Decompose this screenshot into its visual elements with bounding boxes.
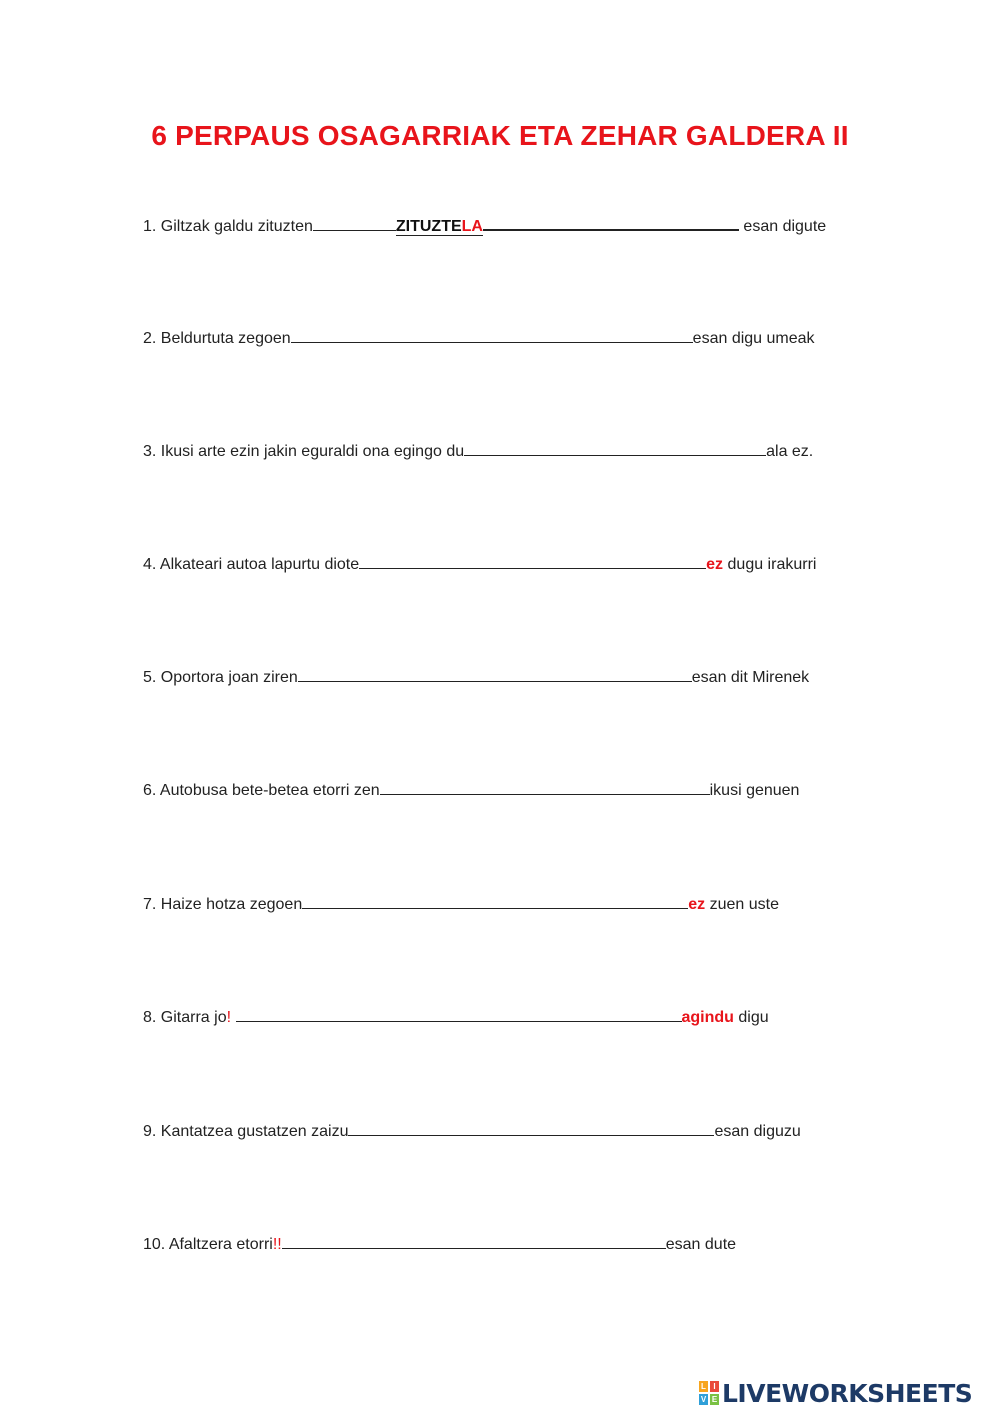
question-after-text: dugu irakurri xyxy=(727,556,817,573)
logo-mark-letter: L xyxy=(699,1381,708,1392)
question-10 xyxy=(143,1234,736,1255)
question-number: 2. xyxy=(143,330,157,347)
question-5 xyxy=(143,667,809,688)
question-number: 8. xyxy=(143,1009,157,1026)
answer-blank[interactable] xyxy=(380,780,710,795)
logo-mark-letter: E xyxy=(711,1395,718,1404)
answer-blank[interactable] xyxy=(313,216,396,231)
question-number: 7. xyxy=(143,896,157,913)
answer-blank[interactable] xyxy=(298,667,692,682)
question-text: Oportora joan ziren xyxy=(160,669,298,686)
answer-text-black: ZITUZTE xyxy=(395,218,462,235)
question-text: Giltzak galdu zituzten xyxy=(160,218,313,235)
answer-blank[interactable] xyxy=(291,328,693,343)
question-after-text: esan digu umeak xyxy=(692,330,815,347)
question-after-red: ez xyxy=(688,896,706,913)
question-number: 6. xyxy=(143,782,157,799)
question-text: Kantatzea gustatzen zaizu xyxy=(160,1123,349,1140)
question-number: 4. xyxy=(143,556,157,573)
question-4 xyxy=(143,554,816,575)
question-number: 1. xyxy=(143,218,157,235)
question-after-text: esan dit Mirenek xyxy=(691,669,810,686)
answer-blank[interactable] xyxy=(282,1234,666,1249)
page-title: 6 PERPAUS OSAGARRIAK ETA ZEHAR GALDERA II xyxy=(151,120,849,151)
question-8 xyxy=(143,1007,769,1028)
question-text: Gitarra jo xyxy=(160,1009,227,1026)
logo-mark-icon xyxy=(699,1381,719,1405)
question-text: Haize hotza zegoen xyxy=(160,896,303,913)
answer-blank[interactable] xyxy=(348,1121,714,1136)
logo-mark-letter: V xyxy=(700,1395,707,1404)
question-text: Autobusa bete-betea etorri zen xyxy=(159,782,380,799)
question-3 xyxy=(143,441,813,462)
answer-text[interactable] xyxy=(396,218,483,236)
question-7 xyxy=(143,894,779,915)
question-number: 10. xyxy=(143,1236,166,1253)
question-text-red: ! xyxy=(226,1009,232,1026)
liveworksheets-logo[interactable] xyxy=(699,1380,972,1406)
question-after-text: esan diguzu xyxy=(714,1123,801,1140)
answer-blank[interactable] xyxy=(236,1007,682,1022)
answer-blank[interactable] xyxy=(464,441,766,456)
logo-mark-letter: I xyxy=(710,1381,719,1392)
answer-blank[interactable] xyxy=(302,894,688,909)
question-after-text: esan digute xyxy=(743,218,827,235)
question-after-text: esan dute xyxy=(665,1236,737,1253)
question-2 xyxy=(143,328,815,349)
answer-text-red: LA xyxy=(461,218,483,235)
question-after-text: digu xyxy=(738,1009,769,1026)
logo-text: LIVEWORKSHEETS xyxy=(722,1378,973,1408)
question-9 xyxy=(143,1121,801,1142)
question-number: 5. xyxy=(143,669,157,686)
question-text: Ikusi arte ezin jakin eguraldi ona egingo du xyxy=(160,443,465,460)
question-after-red: ez xyxy=(706,556,724,573)
question-number: 3. xyxy=(143,443,157,460)
question-after-text: ala ez. xyxy=(766,443,814,460)
question-number: 9. xyxy=(143,1123,157,1140)
answer-blank[interactable] xyxy=(359,554,706,569)
question-text-red: !! xyxy=(272,1236,282,1253)
question-after-text: ikusi genuen xyxy=(709,782,800,799)
question-1 xyxy=(143,215,826,237)
question-text: Alkateari autoa lapurtu diote xyxy=(159,556,360,573)
question-after-text: zuen uste xyxy=(709,896,779,913)
question-text: Afaltzera etorri xyxy=(168,1236,273,1253)
question-6 xyxy=(143,780,799,801)
question-text: Beldurtuta zegoen xyxy=(160,330,291,347)
answer-blank[interactable] xyxy=(483,215,739,231)
question-after-red: agindu xyxy=(681,1009,734,1026)
